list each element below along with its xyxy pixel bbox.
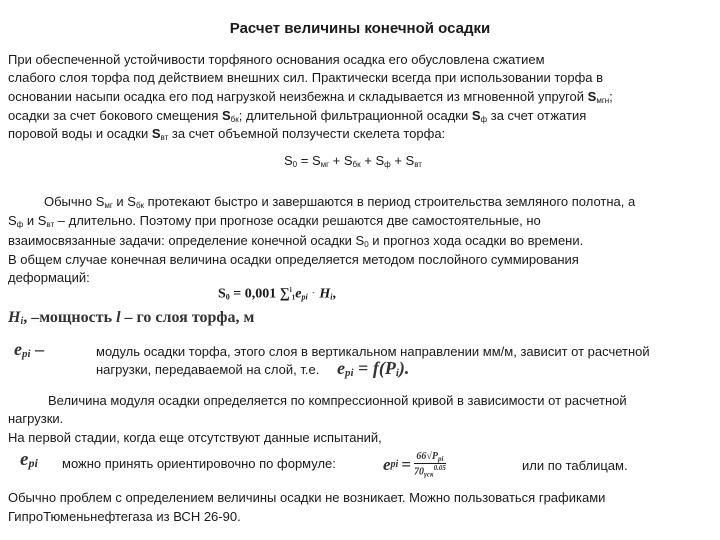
subscript: ф — [384, 160, 391, 169]
text: Обычно S — [44, 194, 105, 209]
subscript: ф — [16, 220, 24, 229]
plus-term: + S — [329, 153, 353, 168]
subscript: pi — [345, 367, 354, 379]
text: основании насыпи осадка его под нагрузкой неизбежна и складывается из мгновенной упругой — [8, 89, 588, 104]
numerator-text: 66√P — [416, 451, 438, 462]
load-function-formula — [337, 358, 409, 379]
modulus-symbol: e — [337, 358, 345, 378]
text: взаимосвязанные задачи: определение конечной осадки S — [8, 233, 365, 248]
modulus-symbol: e — [383, 454, 391, 474]
paragraph-3-line-1: Величина модуля осадки определяется по компрессионной кривой в зависимости от расчетной — [48, 393, 627, 408]
modulus-symbol: e — [295, 286, 302, 302]
modulus-definition-line-1: модуль осадки торфа, этого слоя в вертикальном направлении мм/м, зависит от расчетной — [96, 344, 650, 359]
subscript: 0 — [225, 292, 230, 302]
paragraph-1-line-2: слабого слоя торфа под действием внешних сил. Практически всегда при использовании торфа в — [8, 70, 604, 85]
subscript: 0 — [292, 160, 298, 169]
symbol-s: S — [284, 153, 293, 168]
subscript: бк — [230, 115, 239, 124]
subscript: pi — [301, 292, 308, 302]
modulus-symbol: e — [20, 449, 29, 470]
subscript: бк — [135, 201, 145, 210]
text: за счет объемной ползучести скелета торфа: — [168, 126, 446, 141]
or-tables-text: или по таблицам. — [522, 458, 628, 473]
layer-index-symbol: l — [116, 309, 121, 326]
subscript: pi — [22, 348, 31, 360]
fraction-denominator — [414, 464, 446, 478]
paragraph-2-line-2 — [8, 212, 541, 234]
plus-term: + S — [390, 153, 415, 168]
paragraph-1-line-5 — [8, 125, 445, 147]
symbol-s: S — [221, 108, 231, 123]
exponent: 0.05 — [433, 464, 446, 472]
text: S — [8, 213, 17, 228]
text: ; — [609, 89, 613, 104]
subscript: i — [330, 292, 333, 302]
function-symbol: f — [372, 358, 379, 378]
subscript: pi — [438, 455, 444, 463]
subscript: ф — [480, 115, 488, 124]
paragraph-3-line-3: На первой стадии, когда еще отсутствуют данные испытаний, — [8, 430, 382, 445]
subscript: вт — [414, 160, 422, 169]
thickness-symbol: H — [319, 286, 331, 302]
page-title: Расчет величины конечной осадки — [229, 20, 491, 37]
denominator-text: 70 — [414, 466, 425, 478]
text: протекают быстро и завершаются в период строительства земляного полотна, а — [144, 194, 636, 209]
approx-modulus-formula — [383, 451, 446, 478]
equals: = — [401, 454, 412, 474]
paragraph-4-line-2: ГипроТюменьнефтегаза из ВСН 26-90. — [8, 509, 241, 524]
equals: = — [353, 358, 373, 378]
paragraph-2-line-5: деформаций: — [8, 270, 90, 285]
sum-sign: ∑ — [279, 286, 290, 302]
subscript: i — [395, 367, 399, 379]
paragraph-1-line-1: При обеспеченной устойчивости торфяного основания осадка его обусловлена сжатием — [8, 52, 545, 67]
thickness-symbol: H — [8, 309, 21, 326]
subscript: бк — [352, 160, 361, 169]
subscript: 0 — [364, 240, 369, 249]
subscript: γск — [424, 470, 434, 479]
coefficient: = 0,001 — [229, 286, 280, 302]
subscript: i — [20, 316, 24, 327]
symbol-s: S — [218, 286, 226, 302]
modulus-definition-line-2: нагрузки, передаваемой на слой, т.е. — [96, 362, 320, 377]
text: ; длительной фильтрационной осадки — [238, 108, 472, 123]
load-symbol: (P — [378, 358, 396, 378]
subscript: мг — [320, 160, 330, 169]
modulus-symbol: e — [14, 339, 22, 359]
text: и S — [23, 213, 47, 228]
text: поровой воды и осадки — [8, 126, 152, 141]
fraction-numerator — [414, 451, 446, 464]
approx-formula-text: можно принять ориентировочно по формуле: — [62, 456, 336, 471]
subscript: мг — [104, 201, 113, 210]
equals-term: = S — [297, 153, 321, 168]
dash: – — [30, 339, 45, 359]
layer-summation-formula — [218, 286, 336, 303]
text: – длительно. Поэтому при прогнозе осадки решаются две самостоятельные, но — [54, 213, 541, 228]
modulus-symbol-large — [20, 449, 38, 471]
paragraph-4-line-1: Обычно проблем с определением величины осадки не возникает. Можно пользоваться графиками — [8, 490, 606, 505]
subscript: pi — [390, 459, 399, 471]
closing-paren: ). — [398, 358, 410, 378]
symbol-s: S — [587, 89, 597, 104]
plus-term: + S — [360, 153, 385, 168]
subscript: мгн — [596, 96, 610, 105]
subscript: вт — [160, 133, 169, 142]
subscript: pi — [28, 456, 38, 470]
settlement-sum-equation — [284, 152, 422, 174]
multiply-dot: · — [307, 286, 320, 302]
sum-lower-limit: 1 — [291, 293, 296, 302]
text: и прогноз хода осадки во времени. — [368, 233, 584, 248]
text: осадки за счет бокового смещения — [8, 108, 222, 123]
thickness-definition — [8, 309, 254, 327]
paragraph-2-line-4: В общем случае конечная величина осадки определяется методом послойного суммирования — [8, 252, 579, 267]
modulus-definition-symbol — [14, 339, 44, 360]
sum-upper-limit: i — [289, 286, 292, 294]
text: и S — [112, 194, 136, 209]
paragraph-3-line-2: нагрузки. — [8, 411, 64, 426]
fraction — [414, 451, 446, 478]
symbol-s: S — [471, 108, 481, 123]
subscript: вт — [46, 220, 55, 229]
text: – го слоя торфа, м — [120, 309, 255, 326]
symbol-s: S — [151, 126, 161, 141]
comma: , — [332, 286, 336, 302]
text: за счет отжатия — [487, 108, 587, 123]
text: , –мощность — [23, 309, 117, 326]
